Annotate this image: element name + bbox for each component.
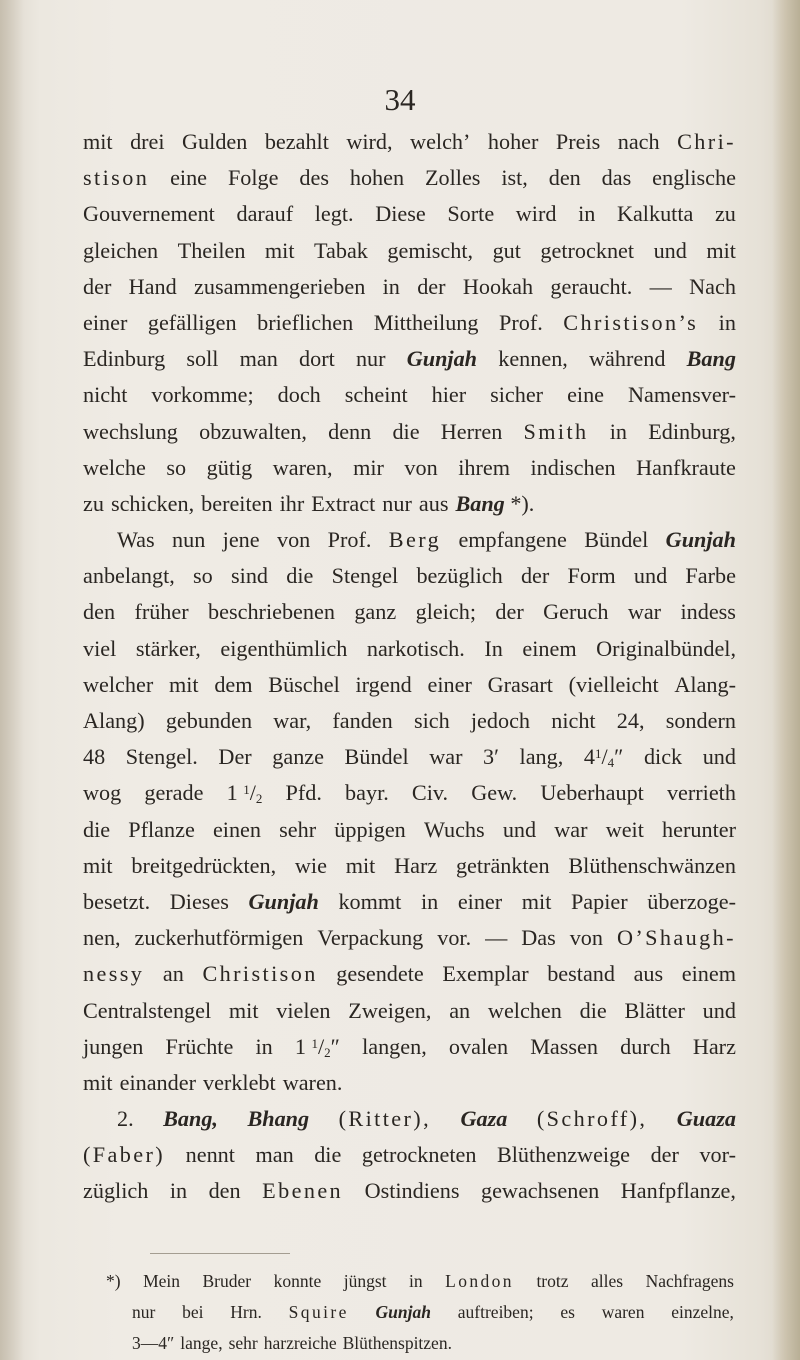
footnote-marker: *)	[106, 1271, 121, 1291]
page-number: 34	[384, 82, 416, 117]
text-line-14: den früher beschriebenen ganz gleich; der Geruch war indess	[83, 599, 736, 625]
person-name: nessy	[83, 961, 145, 987]
person-name: stison	[83, 165, 150, 191]
text-line-6: einer gefälligen brieflichen Mittheilung Prof. Christison’s in	[83, 305, 736, 341]
person-name: Berg	[388, 527, 442, 553]
fraction: $4^1/_4''$	[583, 744, 624, 771]
place-name: Ebenen	[262, 1178, 344, 1204]
footnote-divider	[150, 1253, 290, 1254]
text-line-30: züglich in den Ebenen Ostindiens gewachsenen Hanfpflanze,	[83, 1173, 736, 1209]
text-line-12: Was nun jene von Prof. Berg empfangene Bündel Gunjah	[83, 522, 736, 558]
person-name: (Faber)	[83, 1142, 166, 1168]
plant-term: Gunjah	[406, 346, 478, 372]
text-line-23: nen, zuckerhutförmigen Verpackung vor. — Das von O’Shaugh-	[83, 920, 736, 956]
text-line-19: wog gerade 1 $^1/_2$ Pfd. bayr. Civ. Gew. Ueberhaupt verrieth	[83, 775, 736, 811]
text-line-2: stison eine Folge des hohen Zolles ist, den das englische	[83, 160, 736, 196]
text-line-25: Centralstengel mit vielen Zweigen, an welchen die Blätter und	[83, 997, 736, 1023]
fraction: 1 $^1/_2$	[226, 780, 263, 807]
text-line-8: nicht vorkomme; doch scheint hier sicher eine Namensver-	[83, 382, 736, 408]
footnote-line-2: nur bei Hrn. Squire Gunjah auftreiben; es waren einzelne,	[106, 1297, 734, 1328]
person-name: O’Shaugh-	[616, 925, 736, 951]
person-name: (Ritter),	[338, 1106, 432, 1132]
person-name: Chri-	[677, 129, 736, 154]
footnote-line-3: 3—4″ lange, sehr harzreiche Blüthenspitzen.	[132, 1333, 452, 1353]
text-line-5: der Hand zusammengerieben in der Hookah geraucht. — Nach	[83, 273, 736, 299]
page-gutter-shadow	[0, 0, 24, 1360]
body-text	[83, 124, 736, 1210]
footnote	[106, 1266, 734, 1359]
text-line-9: wechslung obzuwalten, denn die Herren Smith in Edinburg,	[83, 414, 736, 450]
fraction: 1 $^1/_2''$	[294, 1033, 340, 1060]
plant-term: Guaza	[676, 1106, 736, 1132]
plant-term: Bang,	[163, 1106, 218, 1132]
person-name: Squire	[288, 1302, 349, 1322]
text-line-26: jungen Früchte in 1 $^1/_2''$ langen, ovalen Massen durch Harz	[83, 1029, 736, 1065]
person-name: Smith	[523, 418, 589, 444]
text-line-4: gleichen Theilen mit Tabak gemischt, gut getrocknet und mit	[83, 237, 736, 263]
place-name: London	[445, 1271, 514, 1291]
text-line-18: 48 Stengel. Der ganze Bündel war 3′ lang, $4^1/_4''$ dick und	[83, 739, 736, 775]
text-line-16: welcher mit dem Büschel irgend einer Grasart (vielleicht Alang-	[83, 671, 736, 697]
text-line-3: Gouvernement darauf legt. Diese Sorte wird in Kalkutta zu	[83, 201, 736, 227]
page-edge-shadow	[772, 0, 800, 1360]
text-line-11: zu schicken, bereiten ihr Extract nur aus Bang *).	[83, 486, 736, 522]
text-line-21: mit breitgedrückten, wie mit Harz getränkten Blüthenschwänzen	[83, 852, 736, 878]
footnote-line-1: *) Mein Bruder konnte jüngst in London trotz alles Nachfragens	[106, 1266, 734, 1297]
text-line-29: (Faber) nennt man die getrockneten Blüthenzweige der vor-	[83, 1137, 736, 1173]
text-line-7: Edinburg soll man dort nur Gunjah kennen, während Bang	[83, 341, 736, 377]
plant-term: Gunjah	[375, 1302, 431, 1322]
text-line-22: besetzt. Dieses Gunjah kommt in einer mit Papier überzoge-	[83, 884, 736, 920]
footnote-marker: *).	[510, 490, 535, 516]
text-line-10: welche so gütig waren, mir von ihrem indischen Hanfkraute	[83, 454, 736, 480]
text-line-20: die Pflanze einen sehr üppigen Wuchs und war weit herunter	[83, 816, 736, 842]
plant-term: Gaza	[460, 1106, 508, 1132]
text-line-15: viel stärker, eigenthümlich narkotisch. In einem Originalbündel,	[83, 635, 736, 661]
text-line-17: Alang) gebunden war, fanden sich jedoch nicht 24, sondern	[83, 708, 736, 733]
plant-term: Gunjah	[248, 888, 319, 914]
text-line-28: 2. Bang, Bhang (Ritter), Gaza (Schroff), Guaza	[83, 1101, 736, 1137]
text-line-1: mit drei Gulden bezahlt wird, welch’ hoher Preis nach Chri-	[83, 124, 736, 160]
text-line-27: mit einander verklebt waren.	[83, 1069, 343, 1095]
person-name: Christison	[202, 961, 318, 987]
person-name: (Schroff),	[536, 1106, 648, 1132]
plant-term: Bang	[686, 346, 736, 372]
plant-term: Gunjah	[665, 527, 736, 553]
plant-term: Bang	[455, 490, 505, 516]
text-line-24: nessy an Christison gesendete Exemplar bestand aus einem	[83, 956, 736, 992]
plant-term: Bhang	[247, 1106, 310, 1132]
text-line-13: anbelangt, so sind die Stengel bezüglich der Form und Farbe	[83, 563, 736, 589]
person-name: Christison’s	[563, 309, 699, 335]
